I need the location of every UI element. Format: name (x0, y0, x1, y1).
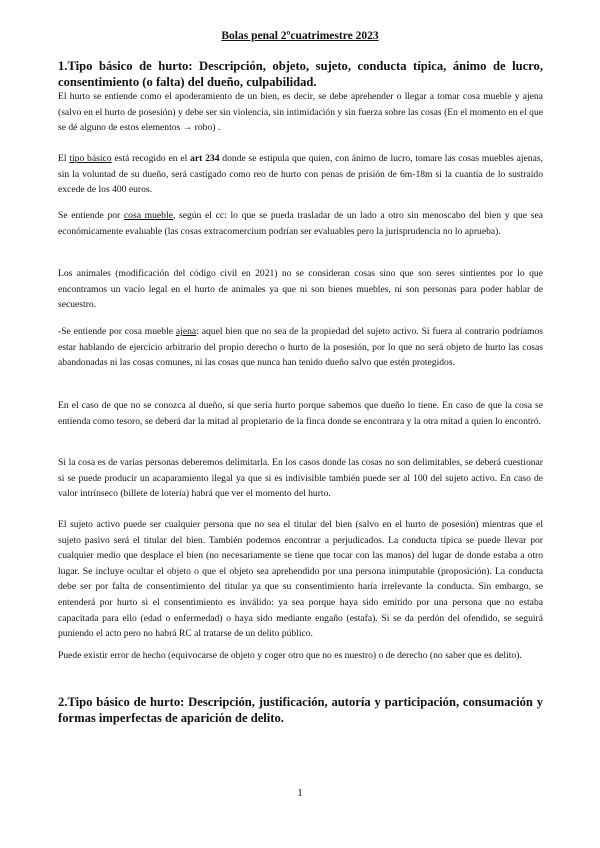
text-segment: , según el cc: lo que se pueda trasladar de un lado a otro sin menoscabo del bien y que sea económicamente evaluable (las cosas extracomercium podrían ser evaluables pero la jurisprudencia no lo aprueba). (58, 210, 543, 237)
text-segment: está recogido en el (111, 153, 191, 164)
text-segment: donde se estipula que quien, con ánimo de lucro, tomare las cosas muebles ajenas, sin la voluntad de su dueño, será castigado como reo de hurto con penas de prisión de 6m-18m si la cuantía de lo sustraído excede de los 400 euros. (58, 153, 543, 196)
text-segment: El (58, 153, 70, 164)
section-1-heading: 1.Tipo básico de hurto: Descripción, objeto, sujeto, conducta típica, ánimo de lucro, consentimiento (o falta) del dueño, culpabilidad. (58, 59, 543, 89)
document-title: Bolas penal 2ºcuatrimestre 2023 (221, 30, 379, 42)
section-2-heading: 2.Tipo básico de hurto: Descripción, justificación, autoría y participación, consumación y formas imperfectas de aparición de delito. (58, 695, 543, 725)
page-number: 1 (297, 787, 303, 799)
paragraph-cosa-mueble (58, 208, 543, 239)
text-segment: -Se entiende por cosa mueble (58, 326, 176, 337)
paragraph-varias-personas: Si la cosa es de varias personas deberemos delimitarla. En los casos donde las cosas no son delimitables, se deberá cuestionar si se puede producir un acaparamiento ilegal ya que si es indivisible también puede ser al 100 del sujeto activo. En caso de valor intrínseco (billete de lotería) habrá que ver el momento del hurto. (58, 457, 543, 500)
paragraph-animales: Los animales (modificación del código civil en 2021) no se consideran cosas sino que son seres sintientes por lo que encontramos un vacío legal en el hurto de animales ya que ni son bienes muebles, ni son personas para poder hablar de secuestro. (58, 268, 543, 311)
underlined-term-ajena: ajena (175, 326, 197, 337)
text-segment: : aquel bien que no sea de la propiedad del sujeto activo. Si fuera al contrario podríamos estar hablando de ejercicio arbitrario del propio derecho o hurto de la posesión, por lo que no será objeto de hurto las cosas abandonadas ni las cosas comunes, ni las cosas que nunca han tenido dueño salvo que estén protegidos. (58, 326, 543, 369)
bold-term-art-234: art 234 (190, 153, 220, 164)
paragraph-dueno-desconocido: En el caso de que no se conozca al dueño, sí que sería hurto porque sabemos que dueño lo tiene. En caso de que la cosa se entienda como tesoro, se deberá dar la mitad al propietario de la finca donde se encontrara y la otra mitad a quien lo encontró. (58, 400, 543, 427)
paragraph-tipo-basico (58, 151, 543, 198)
paragraph-cosa-ajena (58, 324, 543, 371)
underlined-term-cosa-mueble: cosa mueble (123, 210, 173, 221)
text-segment: Se entiende por (58, 210, 124, 221)
underlined-term-tipo-basico: tipo básico (69, 153, 112, 164)
paragraph-error: Puede existir error de hecho (equivocarse de objeto y coger otro que no es nuestro) o de derecho (no saber que es delito). (58, 650, 522, 661)
paragraph-hurto-definition: El hurto se entiende como el apoderamiento de un bien, es decir, se debe aprehender o llegar a tomar cosa mueble y ajena (salvo en el hurto de posesión) y debe ser sin violencia, sin intimidación y sin fuerza sobre las cosas (En el momento en el que se dé alguno de estos elementos → robo) . (58, 91, 543, 134)
paragraph-sujeto-activo: El sujeto activo puede ser cualquier persona que no sea el titular del bien (salvo en el hurto de posesión) mientras que el sujeto pasivo será el titular del bien. También podemos encontrar a perjudicados. La conducta típica se puede llevar por cualquier medio que desplace el bien (no necesariamente se tiene que tocar con las manos) del lugar de donde estaba a otro lugar. Se incluye ocultar el objeto o que el objeto sea aprehendido por una persona inimputable (proposición). La conducta debe ser por falta de consentimiento del titular ya que su consentimiento haría irrelevante la conducta. Sin embargo, se entenderá por hurto si el consentimiento es inválido: ya sea porque haya sido emitido por una persona que no estaba capacitada para ello (edad o enfermedad) o haya sido mediante engaño (estafa). Si se da perdón del ofendido, se seguirá puniendo el acto pero no habrá RC al tratarse de un delito público. (58, 519, 543, 640)
